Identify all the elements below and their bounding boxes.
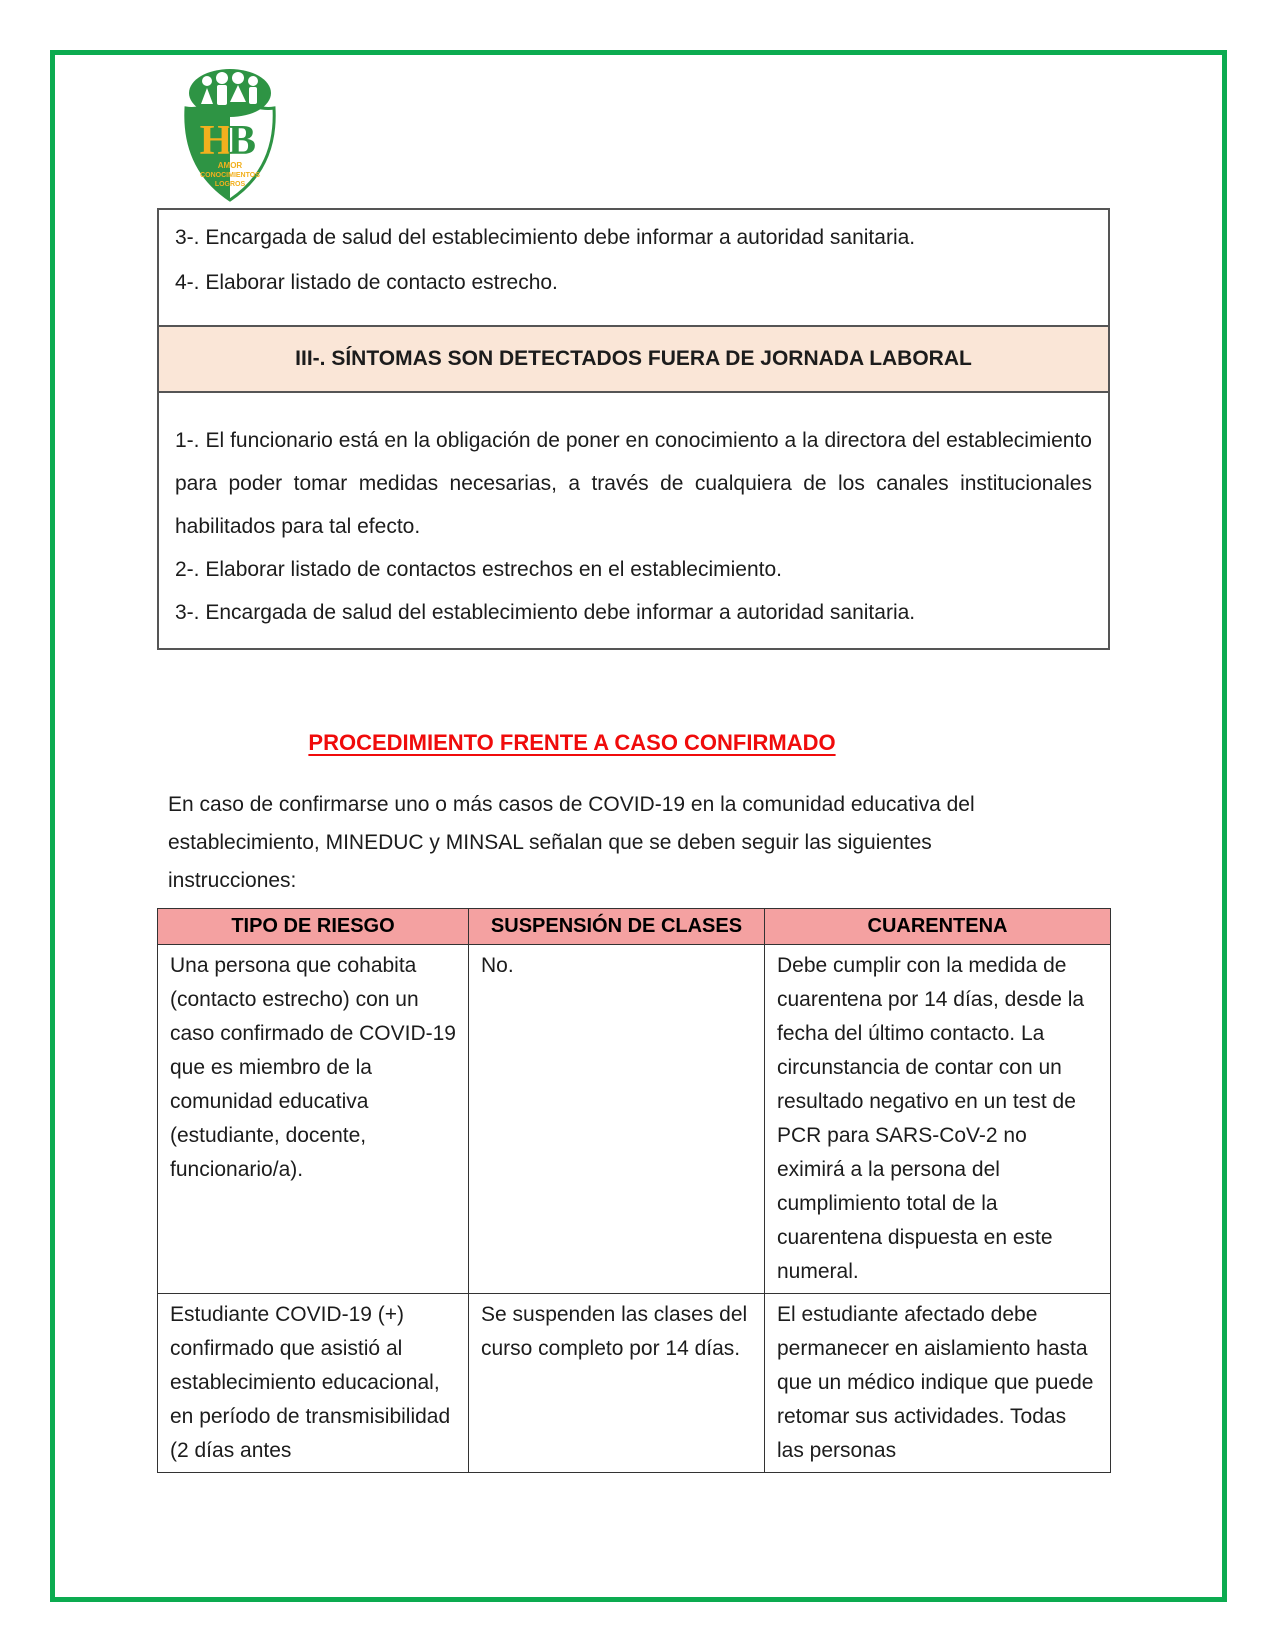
motto-line-1: AMOR [217,161,243,170]
risk-cell-tipo: Estudiante COVID-19 (+) confirmado que asistió al establecimiento educacional, en período de transmisibilidad (2 días antes [158,1294,469,1473]
risk-cell-suspension: No. [469,945,765,1294]
motto-line-3: LOGROS [214,181,246,188]
confirmed-case-title: PROCEDIMIENTO FRENTE A CASO CONFIRMADO [308,730,836,755]
symptoms-protocol-table [157,208,1110,650]
monogram-b: B [227,118,257,164]
table-row [158,1294,1111,1473]
col-header-tipo-de-riesgo: TIPO DE RIESGO [158,909,469,945]
risk-table [157,908,1111,1473]
protocol-body-cell [159,393,1108,648]
protocol-item-1: 1-. El funcionario está en la obligación de poner en conocimiento a la directora del establecimiento para poder tomar medidas necesarias, a través de cualquiera de los canales institucionales habilitados para tal efecto. [175,429,1092,538]
risk-cell-cuarentena: Debe cumplir con la medida de cuarentena por 14 días, desde la fecha del último contacto. La circunstancia de contar con un resultado negativo en un test de PCR para SARS-CoV-2 no eximirá a la persona del cumplimiento total de la cuarentena dispuesta en este numeral. [765,945,1111,1294]
logo-top-ellipse [189,69,271,117]
col-header-suspension-de-clases: SUSPENSIÓN DE CLASES [469,909,765,945]
col-header-cuarentena: CUARENTENA [765,909,1111,945]
protocol-step-4: 4-. Elaborar listado de contacto estrecho. [175,271,558,294]
symptoms-section-header: III-. SÍNTOMAS SON DETECTADOS FUERA DE JORNADA LABORAL [159,327,1108,393]
protocol-steps-cell [159,210,1108,327]
motto-line-2: CONOCIMIENTOS [200,172,260,179]
school-logo [176,68,284,206]
protocol-item-3: 3-. Encargada de salud del establecimiento debe informar a autoridad sanitaria. [175,601,916,624]
monogram-h: H [199,118,233,164]
risk-cell-tipo: Una persona que cohabita (contacto estrecho) con un caso confirmado de COVID-19 que es miembro de la comunidad educativa (estudiante, docente, funcionario/a). [158,945,469,1294]
risk-cell-cuarentena: El estudiante afectado debe permanecer en aislamiento hasta que un médico indique que puede retomar sus actividades. Todas las personas [765,1294,1111,1473]
table-row [158,945,1111,1294]
risk-table-header-row [158,909,1111,945]
protocol-item-2: 2-. Elaborar listado de contactos estrechos en el establecimiento. [175,558,783,581]
protocol-step-3: 3-. Encargada de salud del establecimiento debe informar a autoridad sanitaria. [175,226,916,249]
risk-cell-suspension: Se suspenden las clases del curso completo por 14 días. [469,1294,765,1473]
shield-logo-icon [176,68,284,206]
intro-paragraph: En caso de confirmarse uno o más casos de COVID-19 en la comunidad educativa del establecimiento, MINEDUC y MINSAL señalan que se deben seguir las siguientes instrucciones: [168,793,975,892]
